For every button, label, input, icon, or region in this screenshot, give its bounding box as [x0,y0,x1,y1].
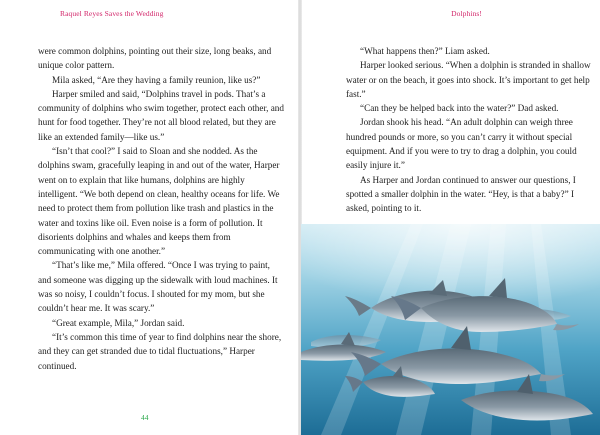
left-page [0,0,299,435]
right-body-text [346,44,591,216]
left-running-head: Raquel Reyes Saves the Wedding [60,9,164,18]
paragraph: “Isn’t that cool?” I said to Sloan and she nodded. As the dolphins swam, gracefully leaping in and out of the water, Harper went on to explain that like humans, dolphins are highly intelligent. “We both depend on clean, healthy oceans for life. We need to protect them from pollution like trash and plastics in the water and toxins like oil. Even noise is a form of pollution. It disorients dolphins and whales and keeps them from communicating with one another.” [38,146,280,257]
paragraph: “What happens then?” Liam asked. [360,46,490,56]
paragraph: “It’s common this time of year to find dolphins near the shore, and they can get stranded due to tidal fluctuations,” Harper continued. [38,331,282,371]
page-number: 44 [141,413,149,422]
paragraph: Mila asked, “Are they having a family reunion, like us?” [52,74,261,85]
left-body-text [38,44,284,373]
paragraph: Jordan shook his head. “An adult dolphin can weigh three hundred pounds or more, so you can’t carry it without special equipment. And if you were to try to drag a dolphin, you could easily injure it.” [346,117,577,171]
dolphin-illustration [301,224,600,435]
paragraph: Harper smiled and said, “Dolphins travel in pods. That’s a community of dolphins who swim together, protect each other, and hunt for food together. They’re not all blood related, but they are like an extended family—like us.” [38,88,284,142]
paragraph: “Great example, Mila,” Jordan said. [52,317,185,328]
underwater-scene [301,224,600,435]
paragraph: “That’s like me,” Mila offered. “Once I was trying to paint, and someone was digging up the sidewalk with loud machines. It was so noisy, I couldn’t focus. I shouted for my mom, but she couldn’t hear me. It was scary.” [38,260,278,314]
right-page [301,0,600,435]
paragraph: “Can they be helped back into the water?” Dad asked. [360,103,559,114]
right-running-head: Dolphins! [451,9,482,18]
paragraph: were common dolphins, pointing out their size, long beaks, and unique color pattern. [38,46,272,71]
paragraph: Harper looked serious. “When a dolphin is stranded in shallow water or on the beach, it goes into shock. It’s important to get help fast.” [346,60,591,99]
paragraph: As Harper and Jordan continued to answer our questions, I spotted a smaller dolphin in the water. “Hey, is that a baby?” I asked, pointing to it. [346,174,576,214]
